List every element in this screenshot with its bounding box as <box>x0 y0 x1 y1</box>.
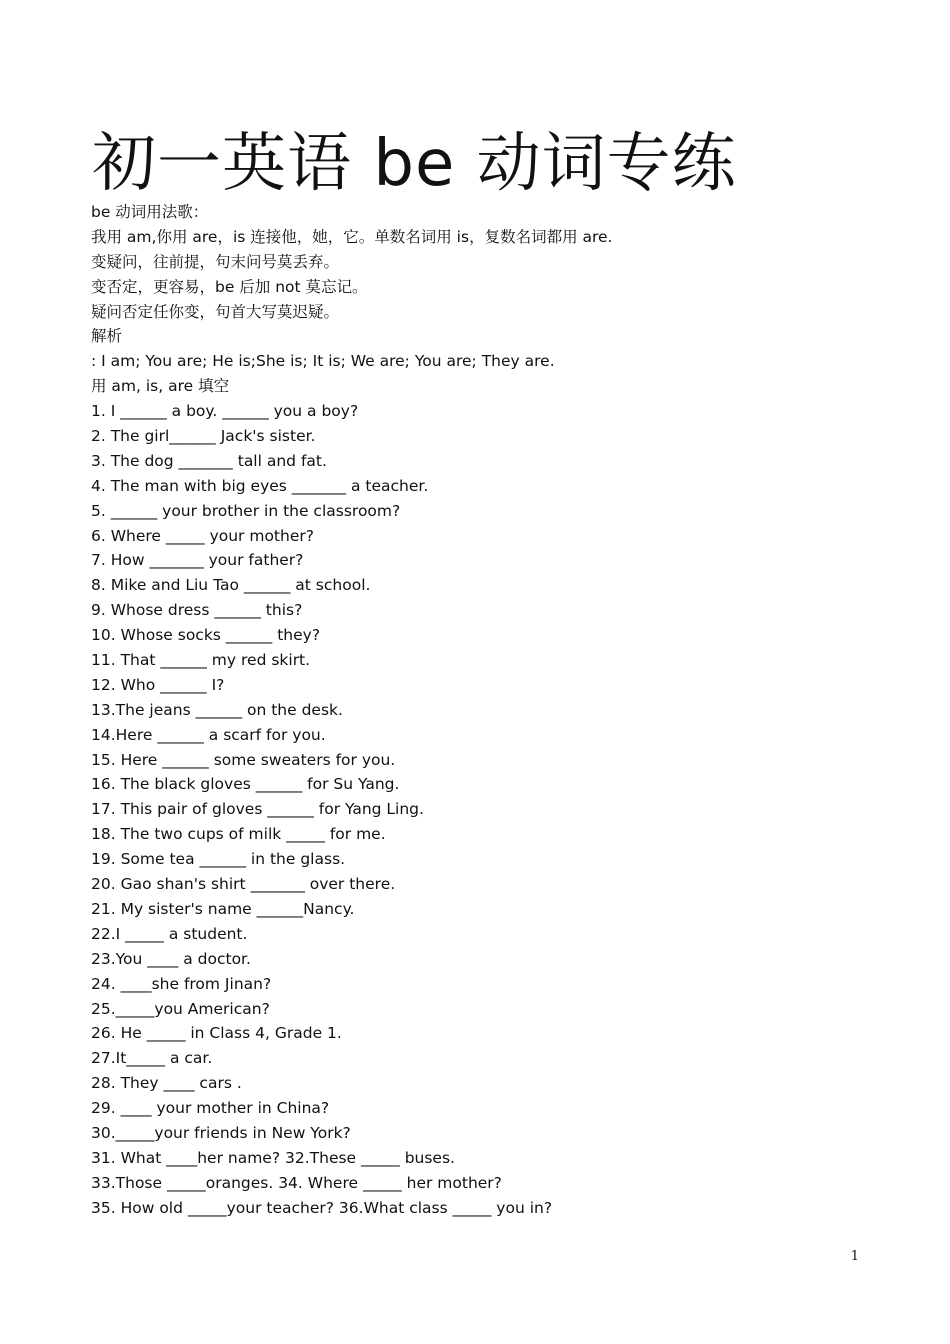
exercise-item: 9. Whose dress ______ this? <box>91 601 303 620</box>
analysis-heading: 解析 <box>91 327 123 346</box>
exercise-instructions: 用 am, is, are 填空 <box>91 377 230 396</box>
intro-line: 疑问否定任你变，句首大写莫迟疑。 <box>91 302 340 321</box>
exercise-item: 31. What ____her name? 32.These _____ buses. <box>91 1148 455 1167</box>
document-title: 初一英语 be 动词专练 <box>92 127 737 201</box>
exercise-item: 19. Some tea ______ in the glass. <box>91 850 346 869</box>
analysis-line: : I am; You are; He is;She is; It is; We are; You are; They are. <box>91 352 555 371</box>
exercise-item: 5. ______ your brother in the classroom? <box>91 501 401 520</box>
exercise-item: 28. They ____ cars . <box>91 1074 242 1093</box>
exercise-item: 25._____you American? <box>91 999 270 1018</box>
exercise-item: 26. He _____ in Class 4, Grade 1. <box>91 1024 342 1043</box>
exercise-item: 17. This pair of gloves ______ for Yang Ling. <box>91 800 424 819</box>
exercise-item: 8. Mike and Liu Tao ______ at school. <box>91 576 371 595</box>
exercise-item: 3. The dog _______ tall and fat. <box>91 451 327 470</box>
exercise-item: 2. The girl______ Jack's sister. <box>91 427 316 446</box>
exercise-item: 6. Where _____ your mother? <box>91 526 314 545</box>
exercise-item: 16. The black gloves ______ for Su Yang. <box>91 775 400 794</box>
exercise-item: 33.Those _____oranges. 34. Where _____ her mother? <box>91 1173 502 1192</box>
page-number: 1 <box>850 1249 859 1264</box>
intro-line: 变疑问，往前提，句末问号莫丢弃。 <box>91 252 340 271</box>
intro-line: be 动词用法歌： <box>91 203 209 221</box>
exercise-item: 13.The jeans ______ on the desk. <box>91 700 343 719</box>
exercise-item: 15. Here ______ some sweaters for you. <box>91 750 396 769</box>
intro-line: 变否定，更容易，be 后加 not 莫忘记。 <box>91 277 368 296</box>
exercise-item: 14.Here ______ a scarf for you. <box>91 725 326 744</box>
intro-line: 我用 am,你用 are，is 连接他，她，它。单数名词用 is，复数名词都用 are. <box>91 227 613 246</box>
exercise-item: 23.You ____ a doctor. <box>91 949 251 968</box>
exercise-item: 30._____your friends in New York? <box>91 1123 351 1142</box>
exercise-item: 27.It_____ a car. <box>91 1049 213 1068</box>
exercise-item: 29. ____ your mother in China? <box>91 1099 330 1118</box>
exercise-item: 24. ____she from Jinan? <box>91 974 272 993</box>
exercise-item: 4. The man with big eyes _______ a teacher. <box>91 476 429 495</box>
exercise-item: 35. How old _____your teacher? 36.What class _____ you in? <box>91 1198 553 1217</box>
exercise-item: 10. Whose socks ______ they? <box>91 626 321 645</box>
exercise-item: 21. My sister's name ______Nancy. <box>91 899 355 918</box>
exercise-item: 11. That ______ my red skirt. <box>91 651 311 670</box>
exercise-item: 7. How _______ your father? <box>91 551 304 570</box>
exercise-item: 22.I _____ a student. <box>91 924 248 943</box>
exercise-item: 1. I ______ a boy. ______ you a boy? <box>91 402 359 421</box>
document-body <box>91 200 891 1221</box>
exercise-item: 12. Who ______ I? <box>91 675 225 694</box>
exercise-item: 18. The two cups of milk _____ for me. <box>91 825 386 844</box>
exercise-item: 20. Gao shan's shirt _______ over there. <box>91 875 396 894</box>
